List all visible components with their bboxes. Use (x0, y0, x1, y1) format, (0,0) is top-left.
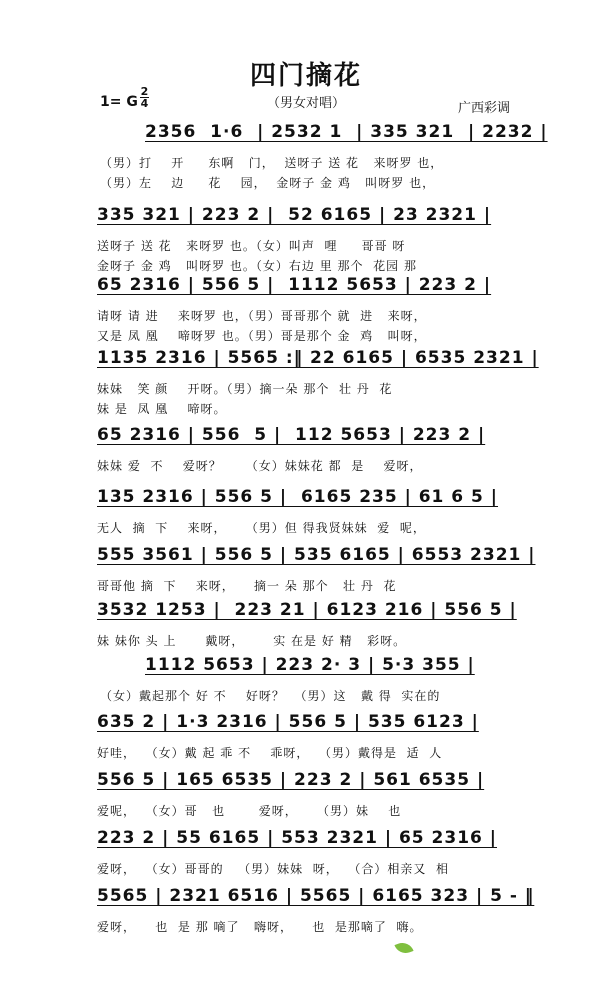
notation-line: 556 5 | 165 6535 | 223 2 | 561 6535 | (97, 770, 485, 790)
lyric-line: 金呀子 金 鸡 叫呀罗 也。（女）右边 里 那个 花园 那 (97, 259, 417, 273)
time-signature (140, 86, 149, 109)
lyric-line: 妹妹 笑 颜 开呀。（男）摘一朵 那个 壮 丹 花 (97, 382, 393, 396)
notation-line: 65 2316 | 556 5 | 1112 5653 | 223 2 | (97, 275, 492, 295)
leaf-icon (394, 940, 413, 957)
notation-line: 335 321 | 223 2 | 52 6165 | 23 2321 | (97, 205, 492, 225)
notation-line: 3532 1253 | 223 21 | 6123 216 | 556 5 | (97, 600, 517, 620)
notation-line: 5565 | 2321 6516 | 5565 | 6165 323 | 5 - ‖ (97, 886, 535, 906)
lyric-line: （男）打 开 东啊 门， 送呀子 送 花 来呀罗 也， (100, 156, 444, 170)
lyric-line: 好哇， （女）戴 起 乖 不 乖呀， （男）戴得是 适 人 (97, 746, 443, 760)
notation-line: 635 2 | 1·3 2316 | 556 5 | 535 6123 | (97, 712, 479, 732)
notation-line: 555 3561 | 556 5 | 535 6165 | 6553 2321 | (97, 545, 536, 565)
lyric-line: 爱呀， （女）哥哥的 （男）妹妹 呀， （合）相亲又 相 (97, 862, 449, 876)
lyric-line: 请呀 请 进 来呀罗 也，（男）哥哥那个 就 进 来呀， (97, 309, 427, 323)
key-signature: 1= G (100, 94, 138, 110)
lyric-line: 妹 妹你 头 上 戴呀， 实 在是 好 精 彩呀。 (97, 634, 407, 648)
lyric-line: （女）戴起那个 好 不 好呀？ （男）这 戴 得 实在的 (100, 689, 441, 703)
notation-line: 1135 2316 | 5565 :‖ 22 6165 | 6535 2321 | (97, 348, 539, 368)
lyric-line: 哥哥他 摘 下 来呀， 摘一 朵 那个 壮 丹 花 (97, 579, 397, 593)
song-subtitle: （男女对唱） (266, 96, 345, 111)
lyric-line: 又是 凤 凰 啼呀罗 也。（男）哥是那个 金 鸡 叫呀， (97, 329, 427, 343)
lyric-line: 爱呢， （女）哥 也 爱呀， （男）妹 也 (97, 804, 402, 818)
lyric-line: （男）左 边 花 园， 金呀子 金 鸡 叫呀罗 也， (100, 176, 436, 190)
meter-top: 2 (140, 85, 149, 98)
notation-line: 135 2316 | 556 5 | 6165 235 | 61 6 5 | (97, 487, 499, 507)
lyric-line: 爱呀， 也 是 那 嘀了 嗨呀， 也 是那嘀了 嗨。 (97, 920, 423, 934)
song-origin: 广西彩调 (458, 101, 511, 116)
lyric-line: 送呀子 送 花 来呀罗 也。（女）叫声 哩 哥哥 呀 (97, 239, 406, 253)
lyric-line: 无人 摘 下 来呀， （男）但 得我贤妹妹 爱 呢， (97, 521, 426, 535)
notation-line: 65 2316 | 556 5 | 112 5653 | 223 2 | (97, 425, 486, 445)
notation-line: 223 2 | 55 6165 | 553 2321 | 65 2316 | (97, 828, 497, 848)
notation-line: 1112 5653 | 223 2· 3 | 5·3 355 | (145, 655, 475, 675)
lyric-line: 妹妹 爱 不 爱呀？ （女）妹妹花 都 是 爱呀， (97, 459, 423, 473)
song-title: 四门摘花 (249, 61, 362, 91)
lyric-line: 妹 是 凤 凰 啼呀。 (97, 402, 227, 416)
notation-line: 2356 1·6 | 2532 1 | 335 321 | 2232 | (145, 122, 548, 142)
meter-bottom: 4 (140, 97, 149, 110)
